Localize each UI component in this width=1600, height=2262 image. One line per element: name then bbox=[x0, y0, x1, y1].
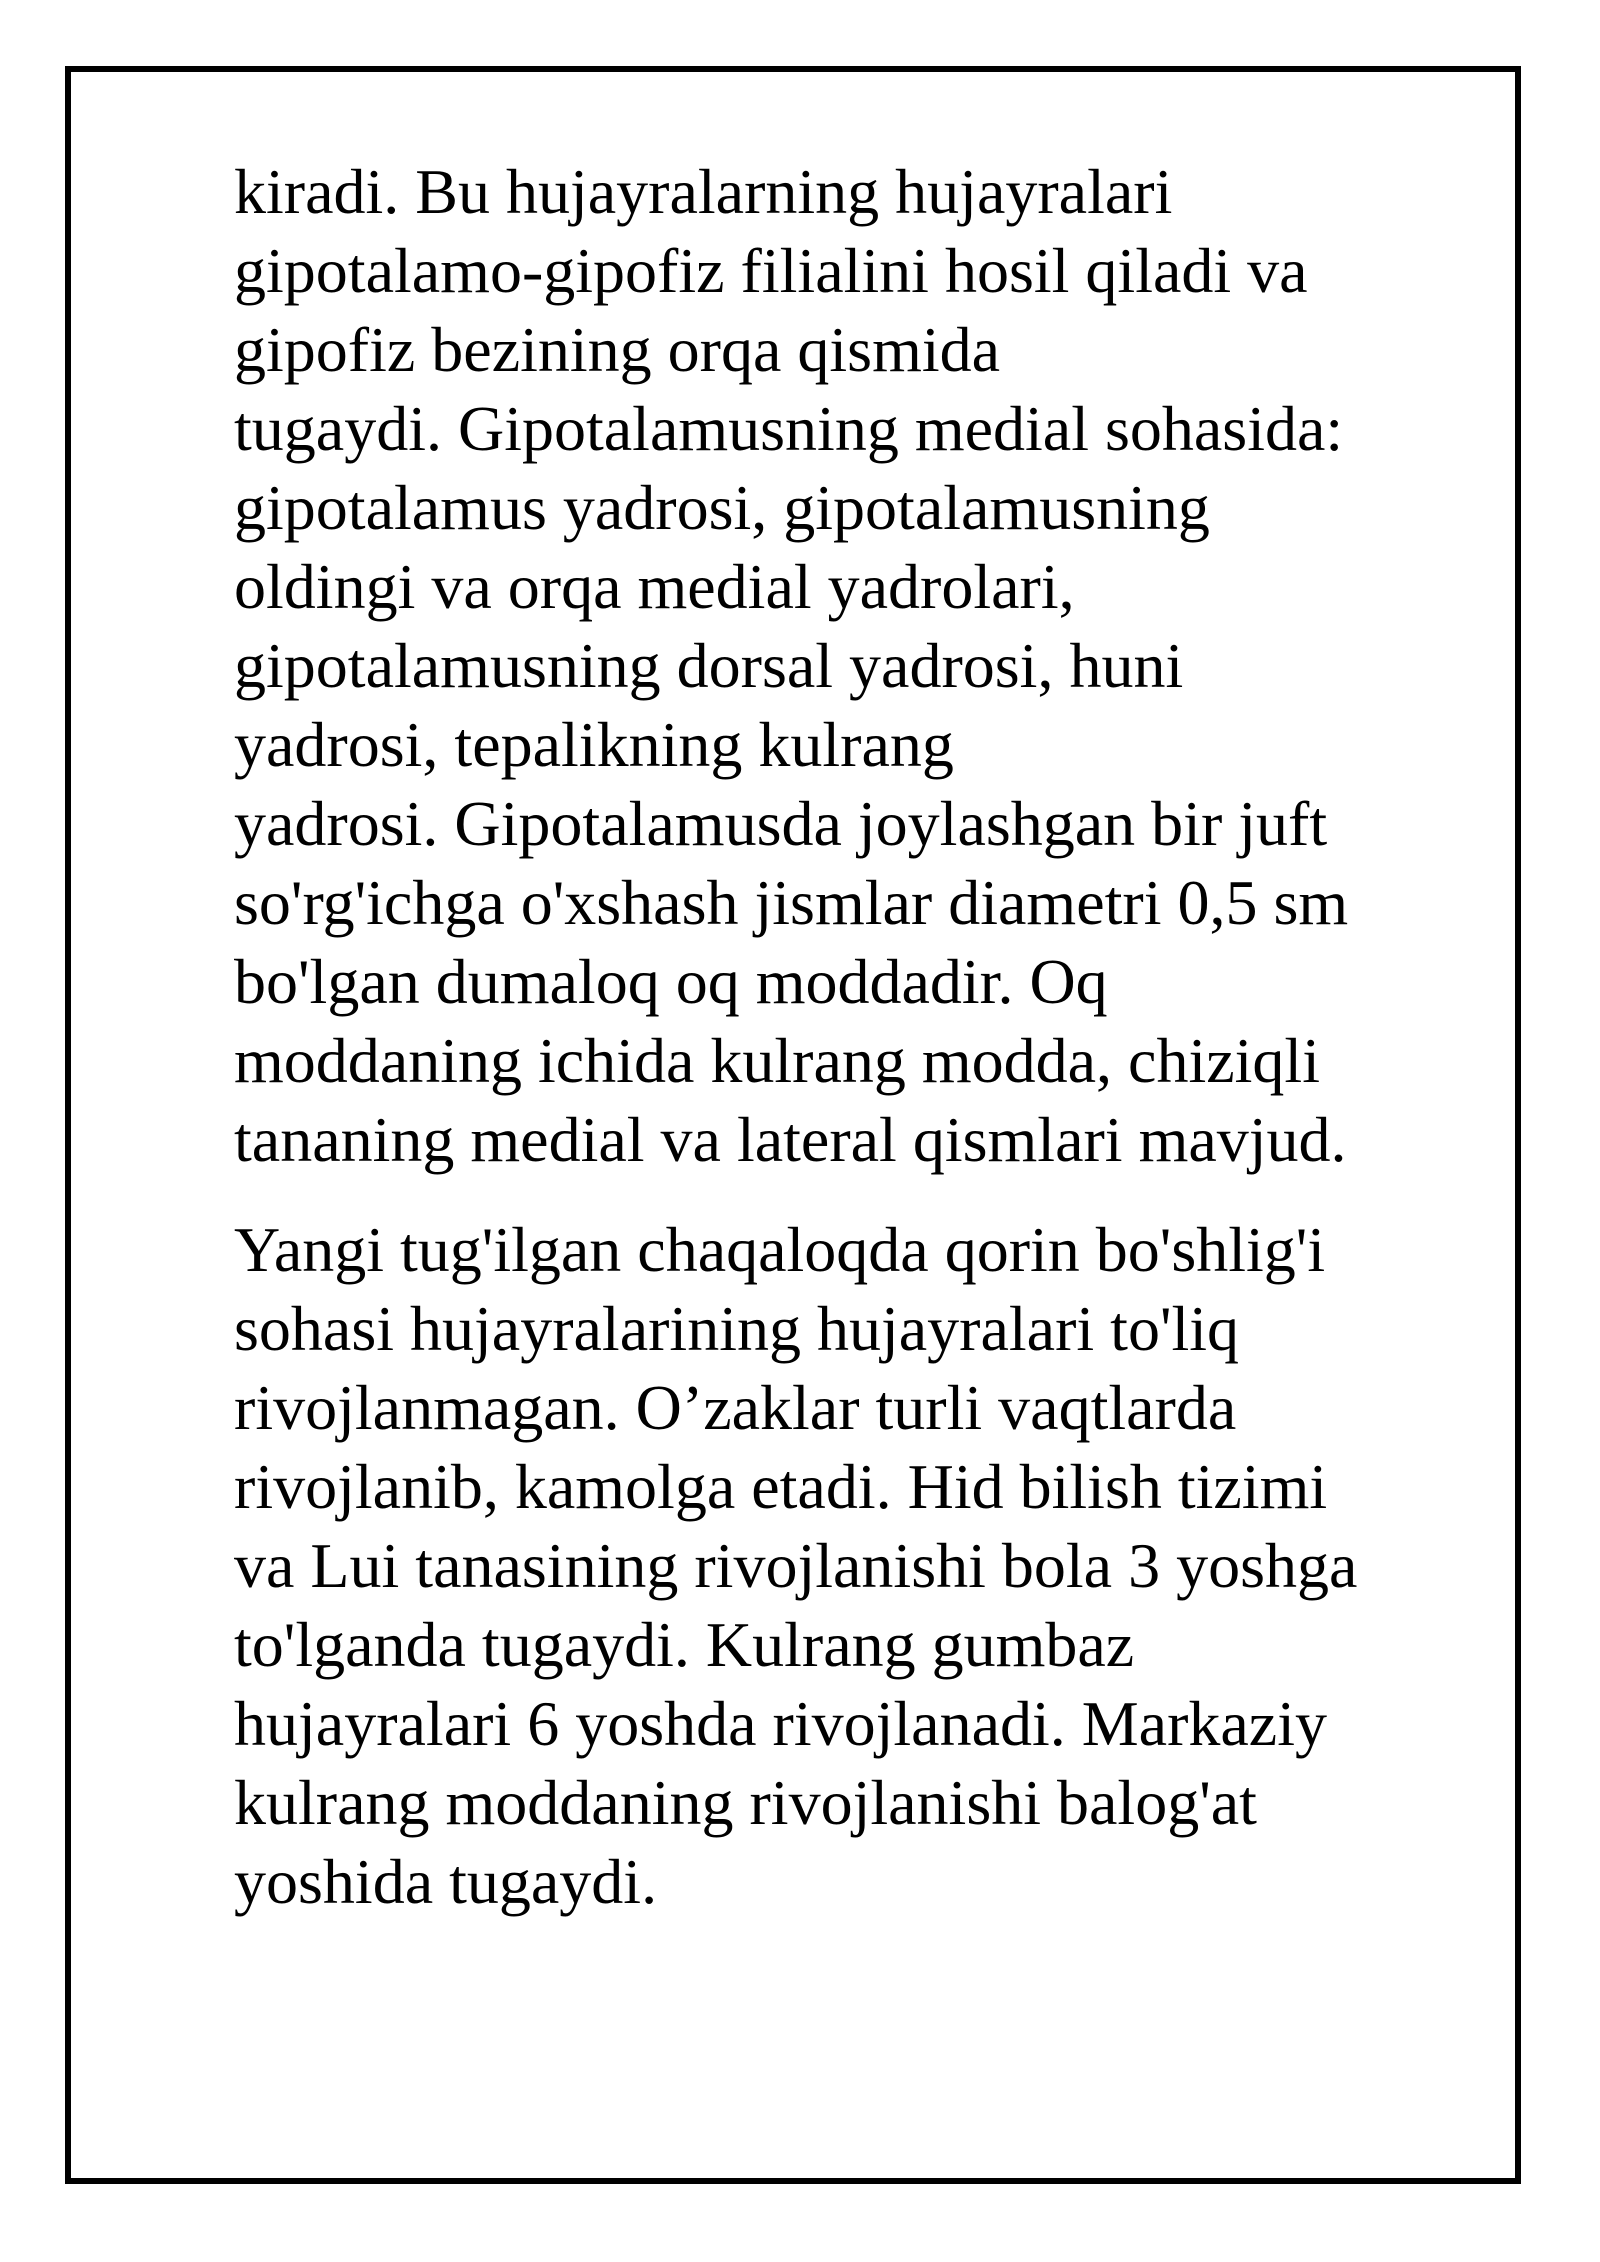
text-line: to'lganda tugaydi. Kulrang gumbaz bbox=[234, 1609, 1135, 1680]
text-line: va Lui tanasining rivojlanishi bola 3 yoshga bbox=[234, 1530, 1358, 1601]
page-frame bbox=[65, 66, 1521, 2184]
text-line: kulrang moddaning rivojlanishi balog'at bbox=[234, 1767, 1257, 1838]
text-line: rivojlanib, kamolga etadi. Hid bilish tizimi bbox=[234, 1451, 1328, 1522]
text-line: rivojlanmagan. O’zaklar turli vaqtlarda bbox=[234, 1372, 1237, 1443]
text-line: Yangi tug'ilgan chaqaloqda qorin bo'shlig'i bbox=[234, 1214, 1326, 1285]
text-line: gipofiz bezining orqa qismida bbox=[234, 314, 1001, 385]
text-line: hujayralari 6 yoshda rivojlanadi. Markaziy bbox=[234, 1688, 1327, 1759]
text-line: gipotalamo-gipofiz filialini hosil qiladi va bbox=[234, 235, 1308, 306]
text-line: sohasi hujayralarining hujayralari to'liq bbox=[234, 1293, 1240, 1364]
paragraph-1 bbox=[234, 152, 1514, 1179]
document-body bbox=[234, 152, 1514, 1921]
text-line: yadrosi. Gipotalamusda joylashgan bir juft bbox=[234, 788, 1328, 859]
text-line: moddaning ichida kulrang modda, chiziqli bbox=[234, 1025, 1320, 1096]
paragraph-2 bbox=[234, 1210, 1514, 1921]
text-line: oldingi va orqa medial yadrolari, bbox=[234, 551, 1075, 622]
text-line: kiradi. Bu hujayralarning hujayralari bbox=[234, 156, 1173, 227]
text-line: gipotalamusning dorsal yadrosi, huni bbox=[234, 630, 1184, 701]
text-line: gipotalamus yadrosi, gipotalamusning bbox=[234, 472, 1210, 543]
text-line: so'rg'ichga o'xshash jismlar diametri 0,5 sm bbox=[234, 867, 1349, 938]
text-line: tananing medial va lateral qismlari mavjud. bbox=[234, 1104, 1347, 1175]
text-line: yadrosi, tepalikning kulrang bbox=[234, 709, 954, 780]
text-line: bo'lgan dumaloq oq moddadir. Oq bbox=[234, 946, 1108, 1017]
text-line: yoshida tugaydi. bbox=[234, 1846, 658, 1917]
text-line: tugaydi. Gipotalamusning medial sohasida: bbox=[234, 393, 1344, 464]
